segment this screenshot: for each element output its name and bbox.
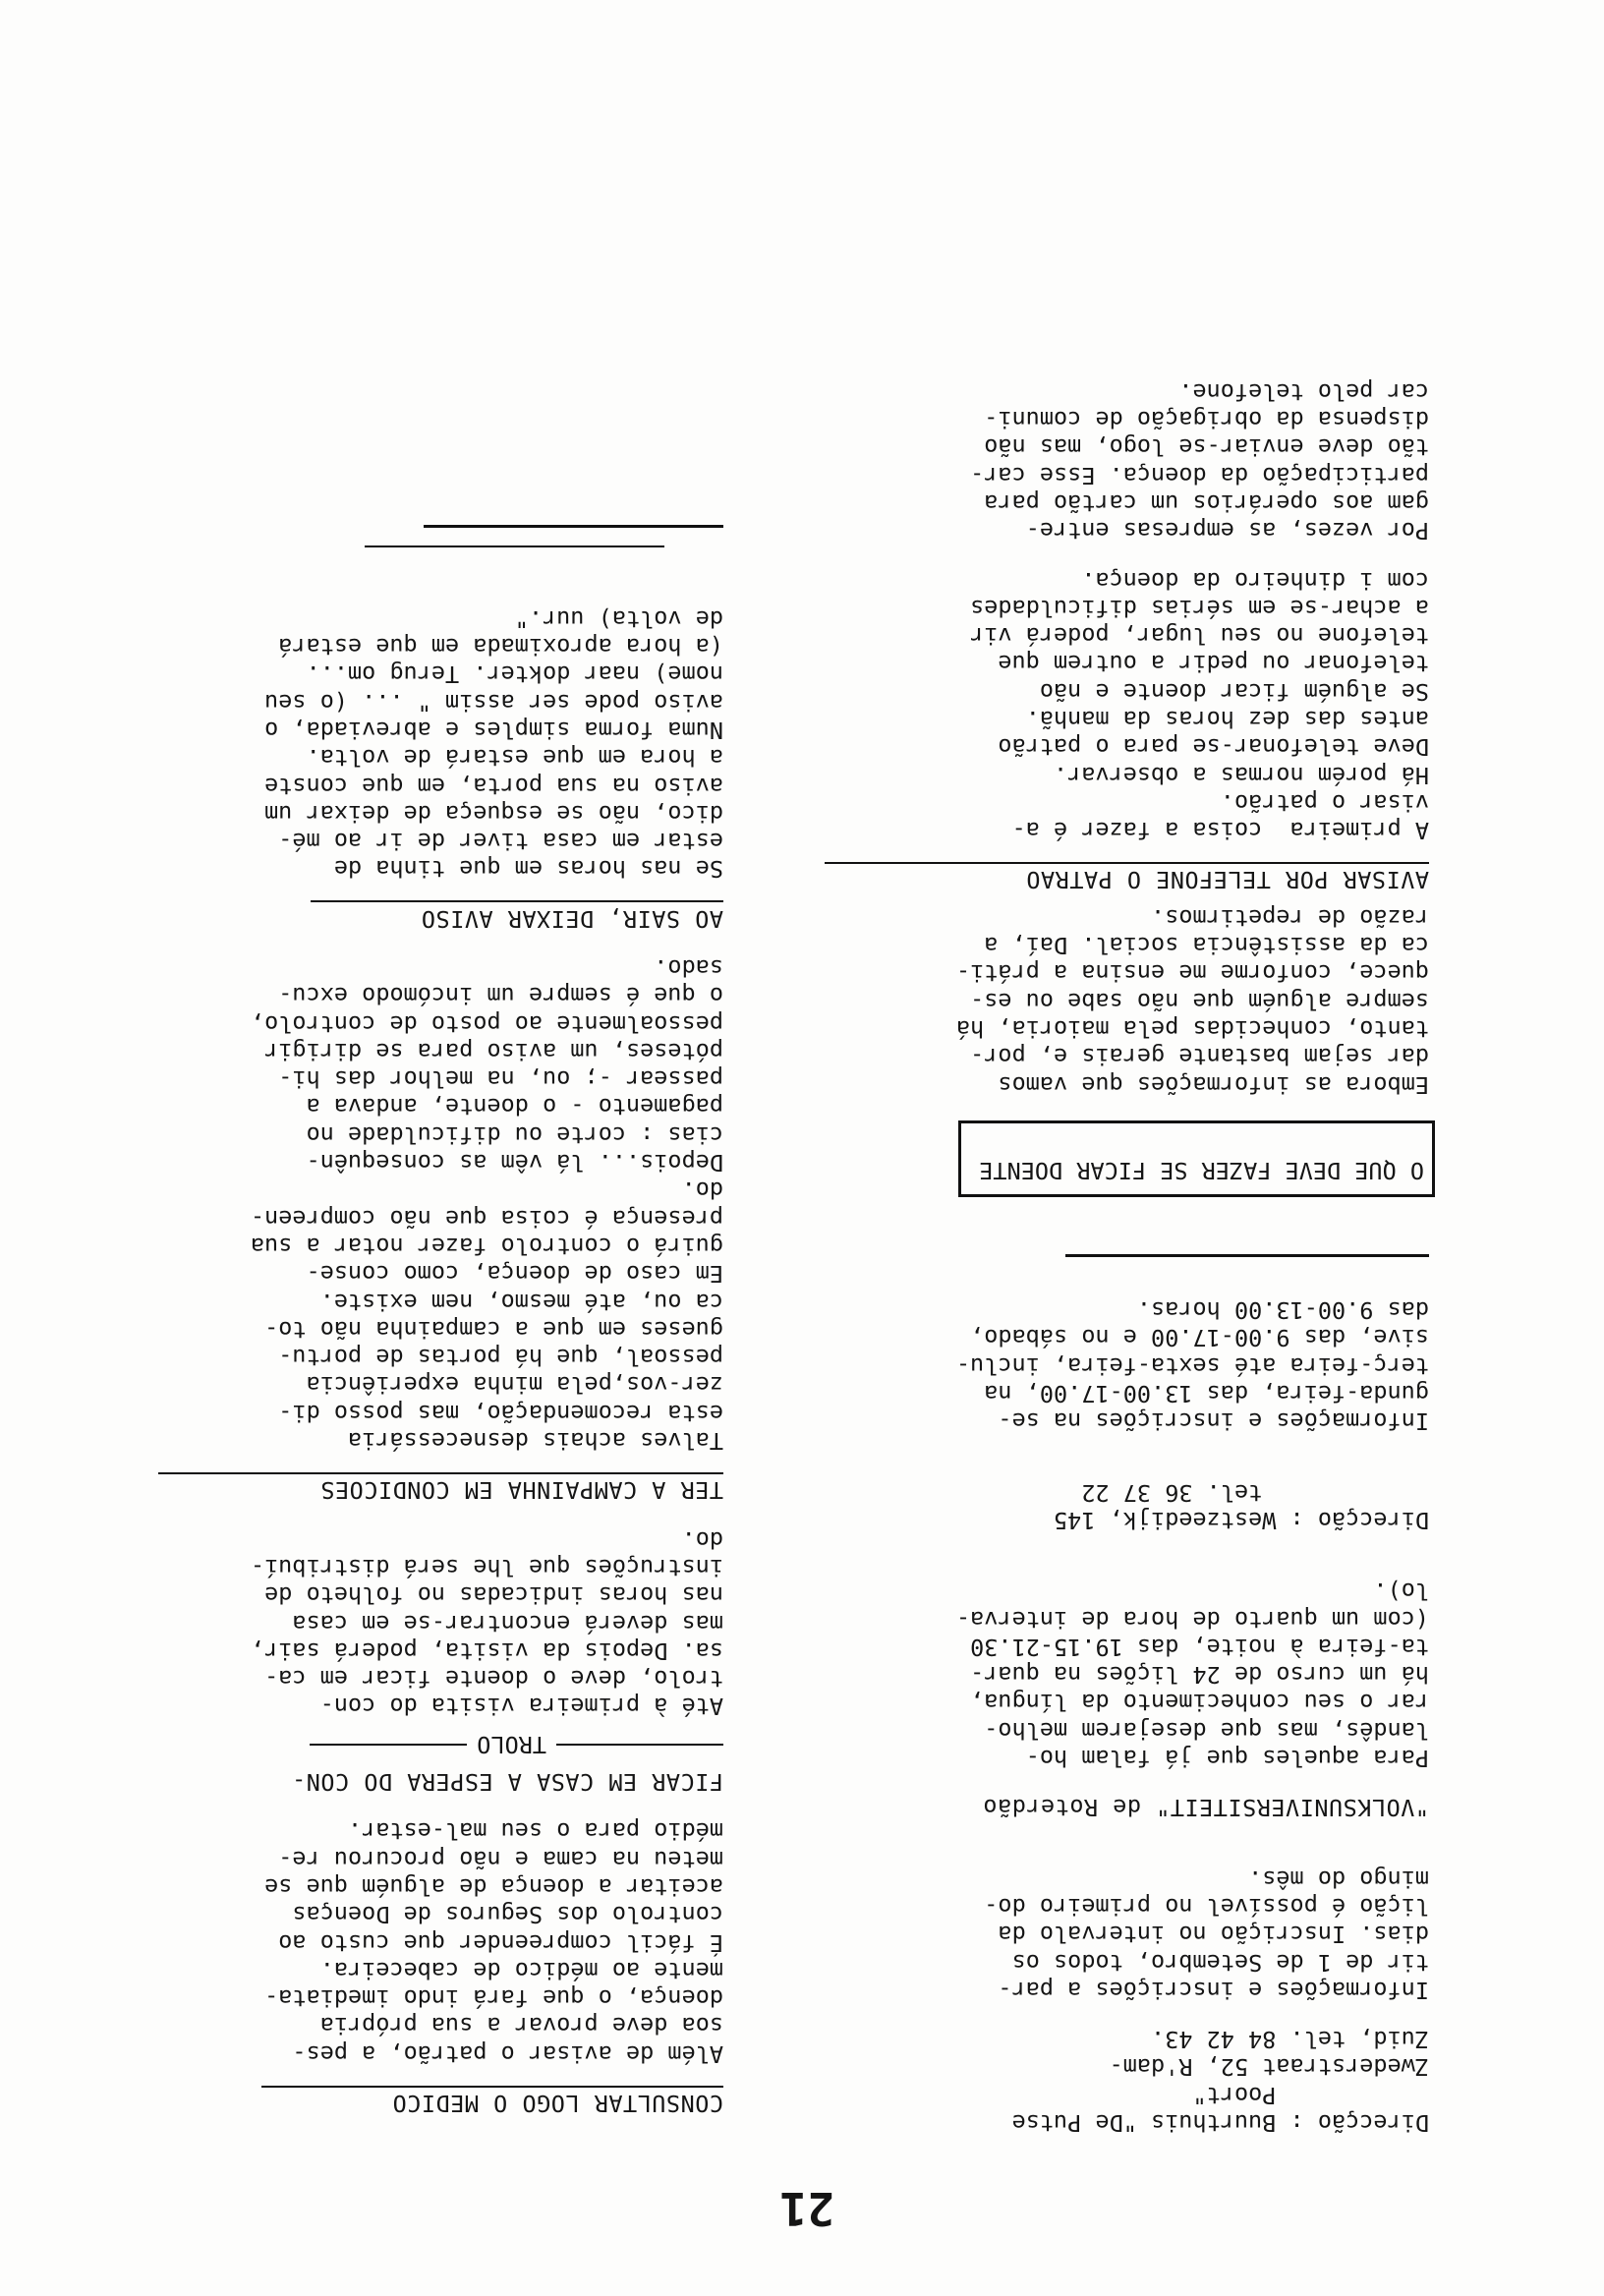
text-line: mingo do mês. bbox=[1248, 1865, 1429, 1893]
text-line: médio para o seu mal-estar. bbox=[347, 1817, 723, 1846]
text-line: dispensa da obrigação de comuni- bbox=[984, 406, 1429, 434]
text-line: Se nas horas em que tinha de bbox=[333, 855, 723, 884]
text-line: pagamento - o doente, andava a bbox=[306, 1093, 723, 1121]
text-line: ca ou, até mesmo, nem existe. bbox=[319, 1288, 723, 1316]
text-line: tir de 1 de Setembro, todos os bbox=[1011, 1948, 1429, 1977]
text-line: Se alguém ficar doente e não bbox=[1039, 677, 1429, 706]
boxed-heading: O QUE DEVE FAZER SE FICAR DOENTE bbox=[958, 1120, 1435, 1197]
end-rule bbox=[424, 525, 723, 528]
text-line: quece, conforme me ensina a práti- bbox=[955, 959, 1429, 988]
text-line: Informações e inscrições na se- bbox=[998, 1407, 1429, 1436]
section-heading: CONSULTAR LOGO O MEDICO bbox=[392, 2090, 723, 2117]
text-line: dias. Inscrição no intervalo da bbox=[998, 1921, 1429, 1949]
text-line: a hora em que estará de volta. bbox=[306, 744, 723, 773]
text-line: Por vezes, as empresas entre- bbox=[1025, 517, 1429, 545]
doctor-section bbox=[16, 1817, 723, 2117]
text-line: sive, das 9.00-17.00 e no sábado, bbox=[970, 1324, 1429, 1352]
text-line: Direcção : Westzeedijk, 145 bbox=[1053, 1506, 1429, 1534]
volksuniversiteit-section bbox=[751, 1578, 1429, 1821]
leave-note-section bbox=[16, 604, 723, 932]
text-line: tanto, conhecidas pela maioria, há bbox=[955, 1014, 1429, 1043]
text-line: É fácil compreender que custo ao bbox=[278, 1928, 723, 1957]
text-line: pessoalmente ao posto de controlo, bbox=[250, 1009, 723, 1038]
phone-section bbox=[751, 377, 1429, 893]
sick-section bbox=[751, 904, 1429, 1197]
text-line: antes das dez horas da manhã. bbox=[1025, 706, 1429, 734]
heading-underline bbox=[825, 862, 1429, 864]
text-line: doença, o que fará indo imediata- bbox=[264, 1984, 723, 2013]
text-line: controlo dos Seguros de Doenças bbox=[292, 1901, 723, 1929]
text-line: ta-feira à noite, das 19.15-21.30 bbox=[970, 1633, 1429, 1661]
text-line: zer-vos,pela minha experiência bbox=[306, 1371, 723, 1400]
text-line: terç-feira até sexta-feira, inclu- bbox=[955, 1351, 1429, 1380]
text-line: Direcção : Buurthuis "De Putse bbox=[1011, 2109, 1429, 2137]
text-line: telefonar ou pedir a outrem que bbox=[998, 650, 1429, 678]
section-subheading bbox=[16, 1730, 723, 1757]
text-line: tel. 36 37 22 bbox=[1081, 1478, 1429, 1507]
text-line: gunda-feira, das 13.00-17.00, na bbox=[984, 1380, 1429, 1408]
text-line: com i dinheiro da doença. bbox=[1081, 566, 1429, 595]
text-line: ca da assistência social. Daí, a bbox=[984, 932, 1429, 960]
text-line: presença é coisa que não compreen- bbox=[250, 1204, 723, 1233]
text-line: telefone no seu lugar, poderá vir bbox=[970, 622, 1429, 651]
text-line: sempre alguém que não sabe ou es- bbox=[970, 987, 1429, 1015]
text-line: Em caso de doença, como conse- bbox=[306, 1260, 723, 1289]
text-line: Deve telefonar-se para o patrão bbox=[998, 733, 1429, 762]
text-line: Para aqueles que já falam ho- bbox=[1025, 1745, 1429, 1773]
heading-dash bbox=[556, 1744, 723, 1746]
text-line: pessoal, que há portas de portu- bbox=[278, 1344, 723, 1372]
text-line: (a hora aproximada em que estará bbox=[278, 633, 723, 661]
text-line: Embora as informações que vamos bbox=[998, 1070, 1429, 1099]
text-line: soa deve provar a sua própria bbox=[319, 2012, 723, 2040]
text-line: lição é possível no primeiro do- bbox=[984, 1892, 1429, 1921]
text-line: do. bbox=[681, 1525, 723, 1554]
text-line: guirá o controlo fazer notar a sua bbox=[250, 1232, 723, 1260]
text-line: Depois... lá vêm as consequên- bbox=[306, 1149, 723, 1177]
text-line: dico, não se esqueça de deixar um bbox=[264, 799, 723, 828]
text-line: aviso na sua porta, em que conste bbox=[264, 772, 723, 800]
text-line: Numa forma simples e abreviada, o bbox=[264, 716, 723, 744]
text-line: (com um quarto de hora de interva- bbox=[955, 1605, 1429, 1634]
text-line: das 9.00-13.00 horas. bbox=[1136, 1296, 1429, 1325]
heading-underline bbox=[311, 900, 723, 902]
column-right bbox=[16, 525, 723, 2117]
text-line: passear -; ou, na melhor das hi- bbox=[278, 1065, 723, 1094]
text-line: Talves achais desnecessária bbox=[347, 1427, 723, 1456]
text-line: há um curso de 24 lições na quar- bbox=[970, 1661, 1429, 1690]
text-line: esta recomendação, mas posso di- bbox=[278, 1399, 723, 1427]
stay-home-section bbox=[16, 1525, 723, 1796]
text-line: instruções que lhe será distribuí- bbox=[250, 1553, 723, 1581]
text-line: gam aos operários um cartão para bbox=[984, 488, 1429, 517]
text-line: sa. Depois da visita, poderá sair, bbox=[250, 1636, 723, 1665]
text-line: participação da doença. Esse car- bbox=[970, 461, 1429, 489]
section-heading: AVISAR POR TELEFONE O PATRAO bbox=[1025, 866, 1429, 894]
text-line: dar sejam bastante gerais e, por- bbox=[970, 1043, 1429, 1071]
text-line: mente ao médico de cabeceira. bbox=[319, 1956, 723, 1984]
text-line: Zuid, tel. 84 42 43. bbox=[1151, 2026, 1429, 2054]
text-line: estar em casa tiver de ir ao mé- bbox=[278, 828, 723, 856]
text-line: tão deve enviar-se logo, mas não bbox=[984, 433, 1429, 462]
text-line: mas deverá encontrar-se em casa bbox=[292, 1609, 723, 1637]
text-line: aviso pode ser assim " ... (o seu bbox=[264, 688, 723, 717]
text-line: razão de repetirmos. bbox=[1151, 903, 1429, 932]
section-heading: "VOLKSUNIVERSITEIT" de Roterdão bbox=[982, 1794, 1429, 1822]
text-line: Poort" bbox=[1192, 2081, 1429, 2109]
text-line: trolo, deve o doente ficar em ca- bbox=[264, 1665, 723, 1693]
text-line: lo). bbox=[1373, 1578, 1429, 1606]
text-line: a achar-se em sérias dificuldades bbox=[970, 594, 1429, 622]
section-heading: AO SAIR, DEIXAR AVISO bbox=[421, 904, 723, 933]
section-heading: FICAR EM CASA A ESPERA DO CON- bbox=[291, 1768, 723, 1797]
text-line: sado. bbox=[654, 954, 723, 983]
text-line: nas horas indicadas no folheto de bbox=[264, 1581, 723, 1610]
text-line: A primeira coisa a fazer é a- bbox=[1011, 817, 1429, 845]
doorbell-section bbox=[16, 954, 723, 1505]
text-line: gueses em que a campainha não to- bbox=[264, 1315, 723, 1344]
text-line: póteses, um aviso para se dirigir bbox=[264, 1037, 723, 1065]
text-line: meteu na cama e não procurou re- bbox=[278, 1845, 723, 1873]
text-line: Informações e inscrições a par- bbox=[998, 1976, 1429, 2004]
text-line: landês, mas que desejarem melho- bbox=[984, 1716, 1429, 1745]
heading-underline bbox=[158, 1472, 723, 1474]
text-line: de volta) uur." bbox=[514, 604, 723, 633]
heading-dash bbox=[310, 1744, 467, 1746]
section-heading: TER A CAMPAINHA EM CONDICOES bbox=[319, 1476, 723, 1505]
text-line: do. bbox=[681, 1177, 723, 1205]
text-line: Até à primeira visita do con- bbox=[319, 1693, 723, 1721]
text-line: Há porém normas a observar. bbox=[1053, 761, 1429, 789]
text-line: Além de avisar o patrão, a pes- bbox=[292, 2039, 723, 2068]
info-block bbox=[751, 1296, 1429, 1435]
text-line: aceitar a doença de alguém que se bbox=[264, 1872, 723, 1901]
text-line: cias : corte ou dificuldade no bbox=[306, 1120, 723, 1149]
column-left bbox=[751, 377, 1429, 2137]
right-top-block bbox=[751, 1865, 1429, 2137]
direction-block bbox=[751, 1478, 1429, 1534]
text-line: o que é sempre um incómodo excu- bbox=[278, 982, 723, 1010]
end-rule bbox=[365, 545, 664, 547]
separator-rule bbox=[1065, 1254, 1429, 1257]
subheading-text: TROLO bbox=[477, 1730, 546, 1758]
text-line: rar o seu conhecimento da língua, bbox=[970, 1689, 1429, 1717]
text-line: car pelo telefone. bbox=[1178, 377, 1429, 406]
page-number: 21 bbox=[779, 2182, 834, 2235]
text-line: Zwederstraat 52, R'dam- bbox=[1109, 2053, 1429, 2082]
heading-underline bbox=[261, 2086, 723, 2088]
text-line: visar o patrão. bbox=[1220, 788, 1429, 817]
text-line: nome) naar dokter. Terug om... bbox=[306, 660, 723, 689]
